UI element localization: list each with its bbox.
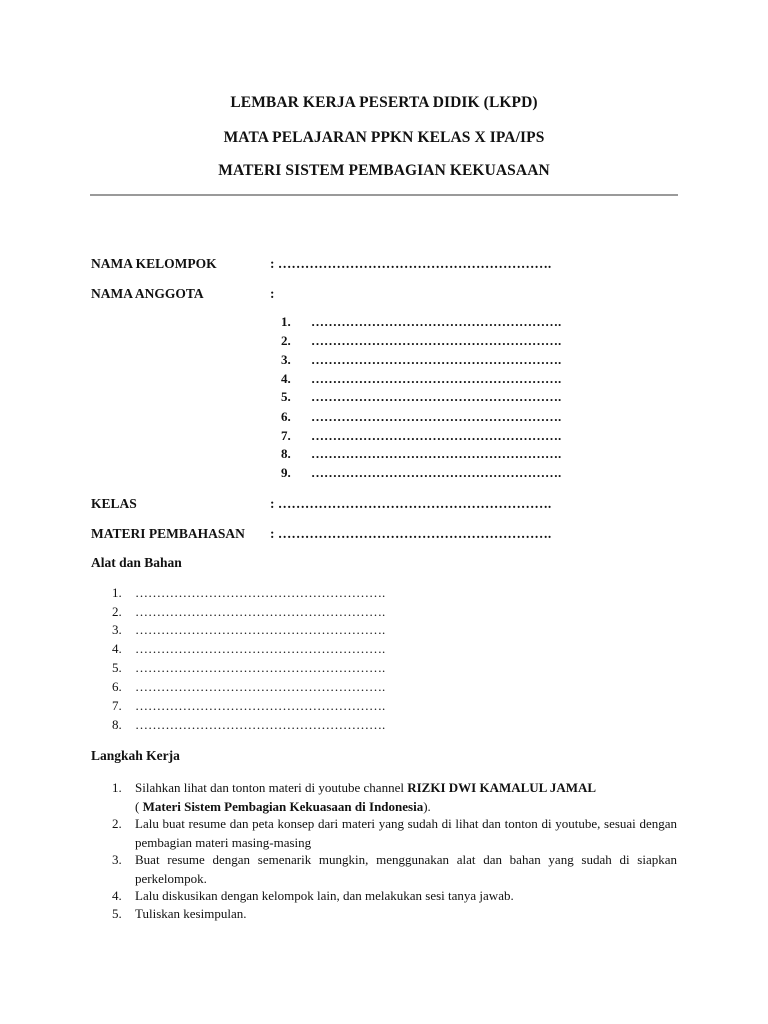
channel-name: RIZKI DWI KAMALUL JAMAL	[407, 780, 597, 795]
kelas-label: KELAS	[91, 496, 137, 511]
step-4: Lalu diskusikan dengan kelompok lain, dan melakukan sesi tanya jawab.	[135, 888, 514, 903]
step-number: 1.	[112, 780, 122, 795]
alat-item: 7. ………………………………………………….	[112, 698, 386, 713]
member-item: 4. ………………………………………………….	[281, 371, 562, 386]
header-divider	[90, 194, 678, 196]
member-item: 9. ………………………………………………….	[281, 465, 562, 480]
nama-anggota-colon: :	[270, 286, 275, 301]
alat-item: 5. ………………………………………………….	[112, 660, 386, 675]
step-number: 2.	[112, 816, 122, 831]
title-line-3: MATERI SISTEM PEMBAGIAN KEKUASAAN	[218, 162, 550, 179]
step-2: Lalu buat resume dan peta konsep dari materi yang sudah di lihat dan tonton di youtube, sesuai dengan pembagian materi masing-masing	[135, 816, 677, 850]
step-5: Tuliskan kesimpulan.	[135, 906, 247, 921]
alat-item: 6. ………………………………………………….	[112, 679, 386, 694]
alat-item: 8. ………………………………………………….	[112, 717, 386, 732]
nama-kelompok-label: NAMA KELOMPOK	[91, 256, 217, 271]
step-3: Buat resume dengan semenarik mungkin, menggunakan alat dan bahan yang sudah di siapkan perkelompok.	[135, 852, 677, 886]
alat-item: 1. ………………………………………………….	[112, 585, 386, 600]
nama-anggota-label: NAMA ANGGOTA	[91, 286, 204, 301]
member-item: 3. ………………………………………………….	[281, 352, 562, 367]
member-item: 2. ………………………………………………….	[281, 333, 562, 348]
materi-pembahasan-label: MATERI PEMBAHASAN	[91, 526, 245, 541]
step-number: 3.	[112, 852, 122, 867]
kelas-field: : …………………………………………………….	[270, 496, 552, 511]
langkah-kerja-heading: Langkah Kerja	[91, 748, 180, 763]
step-number: 5.	[112, 906, 122, 921]
member-item: 1. ………………………………………………….	[281, 314, 562, 329]
member-item: 6. ………………………………………………….	[281, 409, 562, 424]
video-title: Materi Sistem Pembagian Kekuasaan di Indonesia	[142, 798, 424, 814]
materi-pembahasan-field: : …………………………………………………….	[270, 526, 552, 541]
alat-item: 2. ………………………………………………….	[112, 604, 386, 619]
step-1: Silahkan lihat dan tonton materi di youtube channel RIZKI DWI KAMALUL JAMAL ( Materi Sistem Pembagian Kekuasaan di Indonesia).	[135, 780, 597, 814]
title-line-2: MATA PELAJARAN PPKN KELAS X IPA/IPS	[223, 129, 545, 146]
alat-item: 3. ………………………………………………….	[112, 622, 386, 637]
member-item: 5. ………………………………………………….	[281, 389, 562, 404]
alat-item: 4. ………………………………………………….	[112, 641, 386, 656]
alat-bahan-heading: Alat dan Bahan	[91, 555, 182, 570]
title-line-1: LEMBAR KERJA PESERTA DIDIK (LKPD)	[230, 94, 538, 111]
member-item: 8. ………………………………………………….	[281, 446, 562, 461]
nama-kelompok-field: : …………………………………………………….	[270, 256, 552, 271]
step-number: 4.	[112, 888, 122, 903]
member-item: 7. ………………………………………………….	[281, 428, 562, 443]
